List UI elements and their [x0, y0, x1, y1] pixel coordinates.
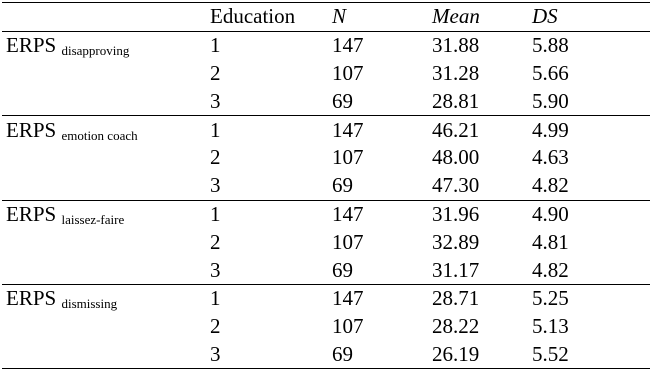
table-row [2, 172, 650, 200]
n-cell: 69 [328, 341, 428, 369]
table-row [2, 116, 650, 144]
mean-cell: 46.21 [432, 117, 480, 142]
mean-cell: 47.30 [428, 172, 528, 200]
table-row [2, 284, 650, 312]
scale-subscript: emotion coach [61, 127, 138, 143]
mean-cell: 26.19 [428, 341, 528, 369]
n-cell: 69 [328, 172, 428, 200]
mean-cell: 31.28 [432, 60, 480, 85]
ds-cell: 4.99 [532, 117, 569, 142]
scale-label [2, 116, 206, 144]
scale-label-empty [2, 87, 206, 115]
education-cell: 3 [206, 87, 328, 115]
education-cell: 2 [210, 314, 221, 339]
scale-label [2, 284, 206, 312]
mean-cell: 31.17 [428, 256, 528, 284]
n-cell: 69 [328, 87, 428, 115]
ds-cell: 4.82 [528, 256, 650, 284]
n-cell: 69 [328, 256, 428, 284]
scale-label-empty [2, 228, 206, 256]
header-mean: Mean [428, 3, 528, 32]
education-cell: 3 [206, 341, 328, 369]
scale-name: ERPS [6, 117, 57, 142]
ds-cell: 5.90 [528, 87, 650, 115]
table-row [2, 31, 650, 59]
header-row [2, 3, 650, 32]
n-cell: 107 [332, 229, 364, 254]
table-row [2, 313, 650, 341]
table-body [2, 31, 650, 369]
scale-subscript: dismissing [61, 296, 118, 312]
table-row [2, 60, 650, 88]
n-cell: 107 [332, 314, 364, 339]
scale-name: ERPS [6, 286, 57, 311]
table-row [2, 228, 650, 256]
mean-cell: 28.71 [432, 286, 480, 311]
ds-cell: 5.13 [532, 314, 569, 339]
scale-label-empty [2, 256, 206, 284]
ds-cell: 4.90 [532, 201, 569, 226]
mean-cell: 31.96 [432, 201, 480, 226]
n-cell: 147 [332, 286, 364, 311]
scale-label-empty [2, 313, 206, 341]
table-row [2, 144, 650, 172]
scale-subscript: laissez-faire [61, 211, 125, 227]
mean-cell: 28.22 [432, 314, 480, 339]
table-row [2, 200, 650, 228]
ds-cell: 5.52 [528, 341, 650, 369]
table-row [2, 87, 650, 115]
scale-label-empty [2, 144, 206, 172]
education-cell: 1 [210, 117, 221, 142]
n-cell: 147 [332, 201, 364, 226]
n-cell: 107 [332, 60, 364, 85]
scale-name: ERPS [6, 33, 57, 58]
mean-cell: 32.89 [432, 229, 480, 254]
scale-label-empty [2, 341, 206, 369]
education-cell: 2 [210, 145, 221, 170]
n-cell: 147 [332, 33, 364, 58]
n-cell: 147 [332, 117, 364, 142]
header-ds: DS [528, 3, 650, 32]
header-scale [2, 3, 206, 32]
header-education: Education [206, 3, 328, 32]
scale-label-empty [2, 60, 206, 88]
ds-cell: 4.63 [532, 145, 569, 170]
education-cell: 2 [210, 60, 221, 85]
scale-subscript: disapproving [61, 43, 130, 59]
mean-cell: 31.88 [432, 33, 480, 58]
header-n: N [328, 3, 428, 32]
ds-cell: 5.25 [532, 286, 569, 311]
education-cell: 1 [210, 33, 221, 58]
education-cell: 2 [210, 229, 221, 254]
mean-cell: 48.00 [432, 145, 480, 170]
education-cell: 3 [206, 256, 328, 284]
scale-label [2, 31, 206, 59]
ds-cell: 4.81 [532, 229, 569, 254]
scale-label [2, 200, 206, 228]
education-cell: 1 [210, 201, 221, 226]
scale-name: ERPS [6, 201, 57, 226]
scale-label-empty [2, 172, 206, 200]
mean-cell: 28.81 [428, 87, 528, 115]
education-cell: 1 [210, 286, 221, 311]
ds-cell: 5.66 [532, 60, 569, 85]
ds-cell: 5.88 [532, 33, 569, 58]
ds-cell: 4.82 [528, 172, 650, 200]
table-row [2, 341, 650, 369]
statistics-table [2, 2, 650, 369]
n-cell: 107 [332, 145, 364, 170]
education-cell: 3 [206, 172, 328, 200]
table-row [2, 256, 650, 284]
